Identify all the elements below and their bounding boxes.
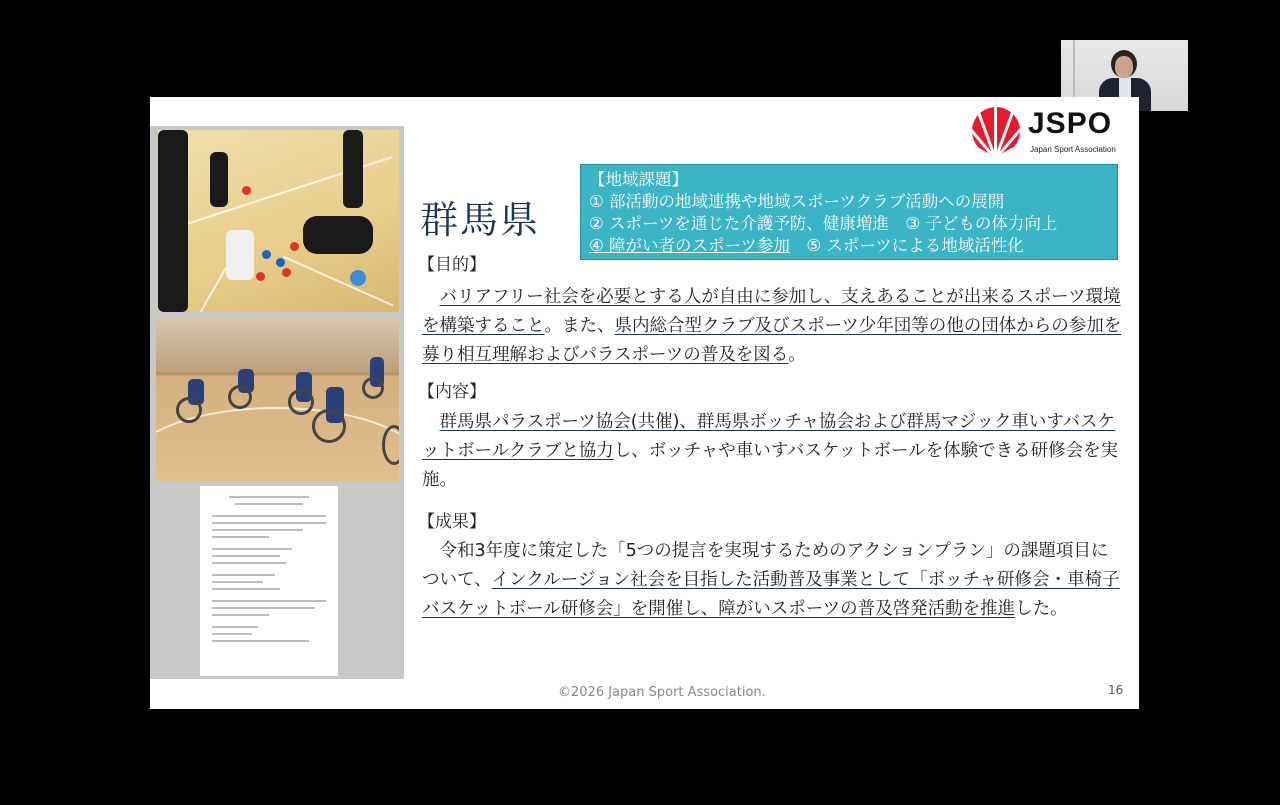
results-heading: 【成果】 <box>418 512 486 532</box>
speaker-face <box>1115 56 1133 78</box>
person <box>343 130 363 208</box>
slide-title: 群馬県 <box>420 198 541 242</box>
logo-wordmark: JSPO <box>1028 107 1113 140</box>
issues-header: 【地域課題】 <box>589 170 688 189</box>
person <box>303 216 373 254</box>
document-thumbnail <box>200 486 338 676</box>
page-number: 16 <box>1108 683 1124 697</box>
logo-subtitle: Japan Sport Association <box>1030 145 1116 154</box>
person <box>158 130 188 312</box>
content-text: 群馬県パラスポーツ協会(共催)、群馬県ボッチャ協会および群馬マジック車いすバスケットボールクラブと協力し、ボッチャや車いすバスケットボールを体験できる研修会を実施。 <box>422 412 1119 490</box>
issue-line-1: ① 部活動の地域連携や地域スポーツクラブ活動への展開 <box>589 192 1005 211</box>
child <box>226 230 254 280</box>
issue-line-2: ② スポーツを通じた介護予防、健康増進 ③ 子どもの体力向上 <box>589 214 1058 233</box>
jspo-logo-mark <box>972 107 1020 155</box>
jspo-logo <box>972 105 1132 157</box>
person <box>210 152 228 207</box>
content-heading: 【内容】 <box>418 382 486 402</box>
photo-column <box>150 126 404 679</box>
wheelchair-basketball-photo <box>156 317 399 482</box>
results-text: 令和3年度に策定した「5つの提言を実現するためのアクションプラン」の課題項目について、インクルージョン社会を目指した活動普及事業として「ボッチャ研修会・車椅子バスケットボール研修会」を開催し、障がいスポーツの普及啓発活動を推進した。 <box>422 541 1120 619</box>
copyright-footer: ©2026 Japan Sport Association. <box>558 685 766 700</box>
issue-line-3 <box>589 235 1109 257</box>
purpose-underlined-2: 県内総合型クラブ及びスポーツ少年団等の他の団体からの参加を募り相互理解およびパラスポーツの普及を図る <box>422 316 1122 365</box>
content-underlined: 群馬県パラスポーツ協会(共催)、群馬県ボッチャ協会および群馬マジック車いすバスケットボールクラブと協力 <box>422 412 1116 461</box>
results-underlined: インクルージョン社会を目指した活動普及事業として「ボッチャ研修会・車椅子バスケットボール研修会」を開催し、障がいスポーツの普及啓発活動を推進 <box>422 570 1120 619</box>
purpose-text: バリアフリー社会を必要とする人が自由に参加し、支えあることが出来るスポーツ環境を構築すること。また、県内総合型クラブ及びスポーツ少年団等の他の団体からの参加を募り相互理解およびパラスポーツの普及を図る。 <box>422 287 1122 365</box>
issue-line-3-rest: ⑤ スポーツによる地域活性化 <box>789 236 1024 255</box>
presentation-slide <box>150 97 1139 709</box>
issue-highlight: ④ 障がい者のスポーツ参加 <box>589 236 790 255</box>
purpose-underlined-1: バリアフリー社会を必要とする人が自由に参加し、支えあることが出来るスポーツ環境を構築すること <box>422 287 1121 336</box>
purpose-heading: 【目的】 <box>418 255 486 275</box>
regional-issues-box <box>580 164 1118 260</box>
boccia-photo <box>158 130 399 312</box>
